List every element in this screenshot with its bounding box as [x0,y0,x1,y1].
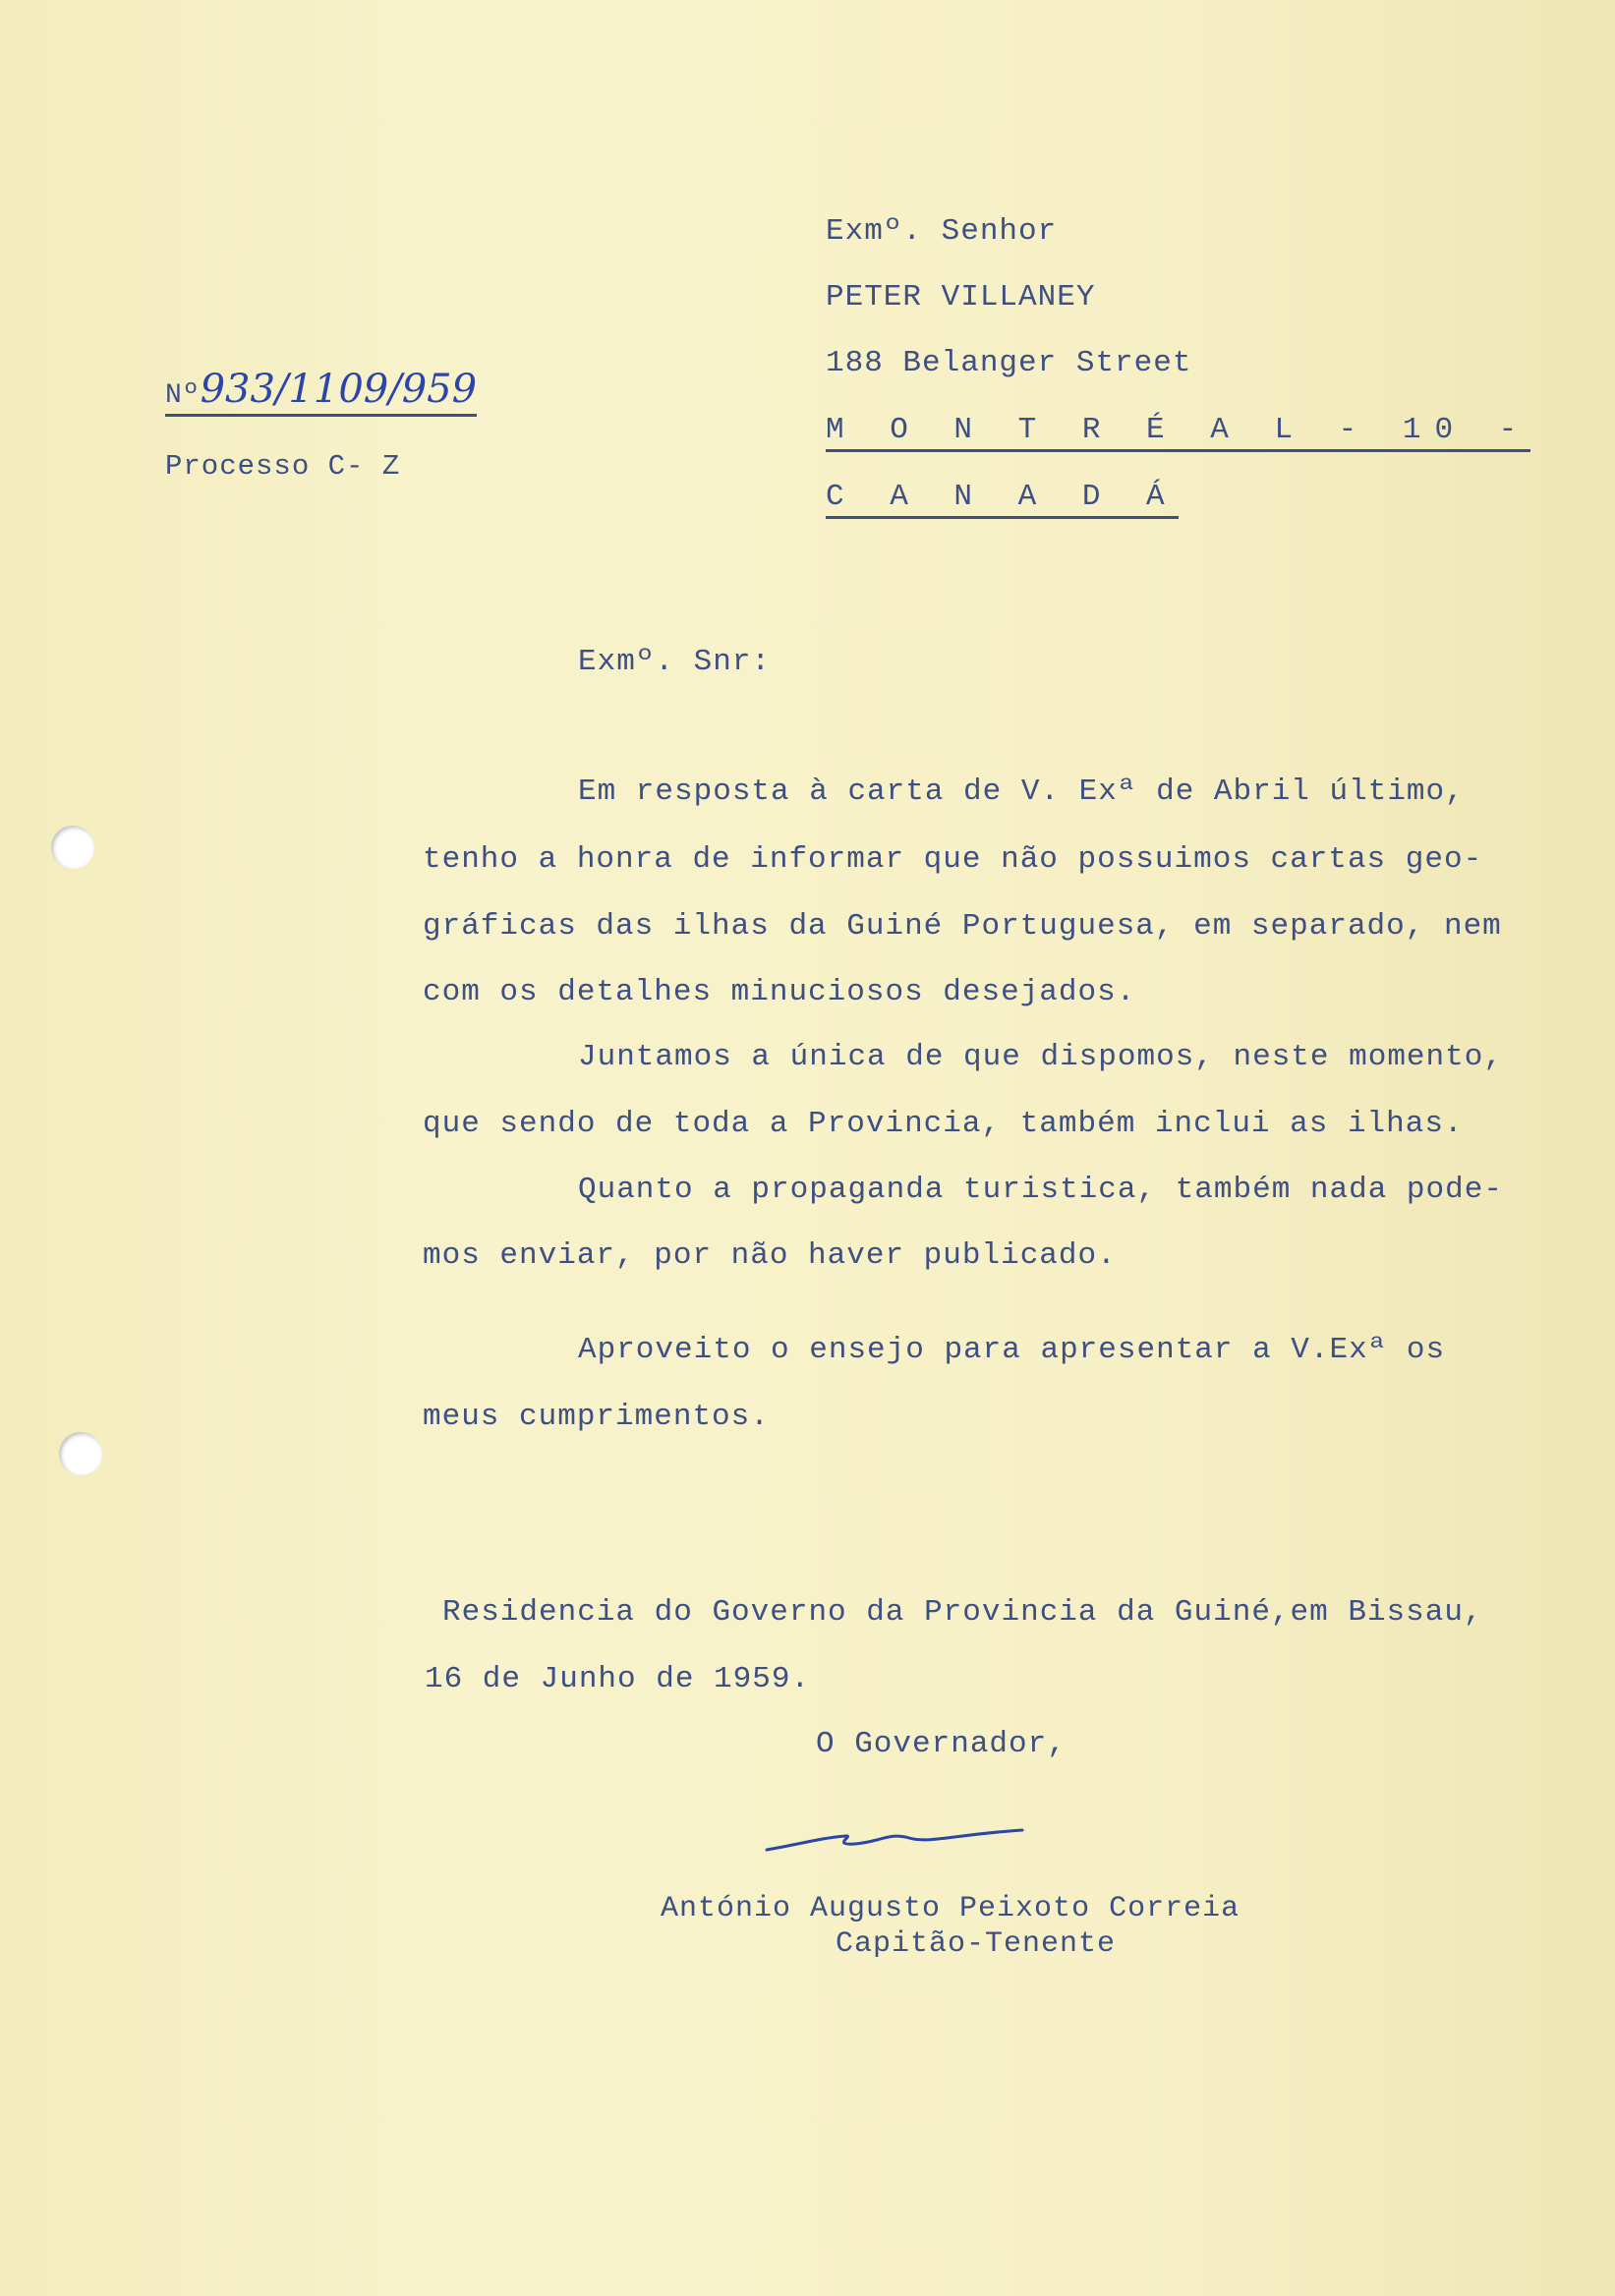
closing-place: Residencia do Governo da Provincia da Guiné,em Bissau, [442,1595,1483,1630]
body-line: Em resposta à carta de V. Exª de Abril último, [578,775,1465,809]
body-line: mos enviar, por não haver publicado. [423,1238,1117,1273]
body-line: tenho a honra de informar que não possuimos cartas geo- [423,842,1483,877]
body-line: gráficas das ilhas da Guiné Portuguesa, em separado, nem [423,909,1502,944]
reference-number: Nº933/1109/959 [165,367,477,417]
closing-date: 16 de Junho de 1959. [425,1662,811,1696]
recipient-salutation: Exmº. Senhor [826,214,1058,249]
handwritten-reference: 933/1109/959 [200,367,478,412]
recipient-street: 188 Belanger Street [826,346,1192,380]
recipient-name: PETER VILLANEY [826,280,1096,315]
body-line: Quanto a propaganda turistica, também nada pode- [578,1173,1503,1207]
closing-role: O Governador, [816,1727,1067,1761]
punch-hole-top [51,826,94,869]
signer-name: António Augusto Peixoto Correia [661,1892,1240,1925]
body-line: meus cumprimentos. [423,1400,770,1434]
body-line: Aproveito o ensejo para apresentar a V.Exª os [578,1333,1446,1367]
greeting: Exmº. Snr: [578,645,772,679]
body-line: Juntamos a única de que dispomos, neste momento, [578,1040,1503,1074]
signer-rank: Capitão-Tenente [836,1927,1117,1961]
recipient-city: M O N T R É A L - 10 - [826,413,1530,447]
body-line: com os detalhes minuciosos desejados. [423,975,1136,1009]
processo-label: Processo C- Z [165,450,401,483]
punch-hole-bottom [59,1432,102,1475]
body-line: que sendo de toda a Provincia, também inclui as ilhas. [423,1107,1464,1141]
signature-mark [762,1808,1037,1867]
recipient-country: C A N A D Á [826,480,1179,514]
